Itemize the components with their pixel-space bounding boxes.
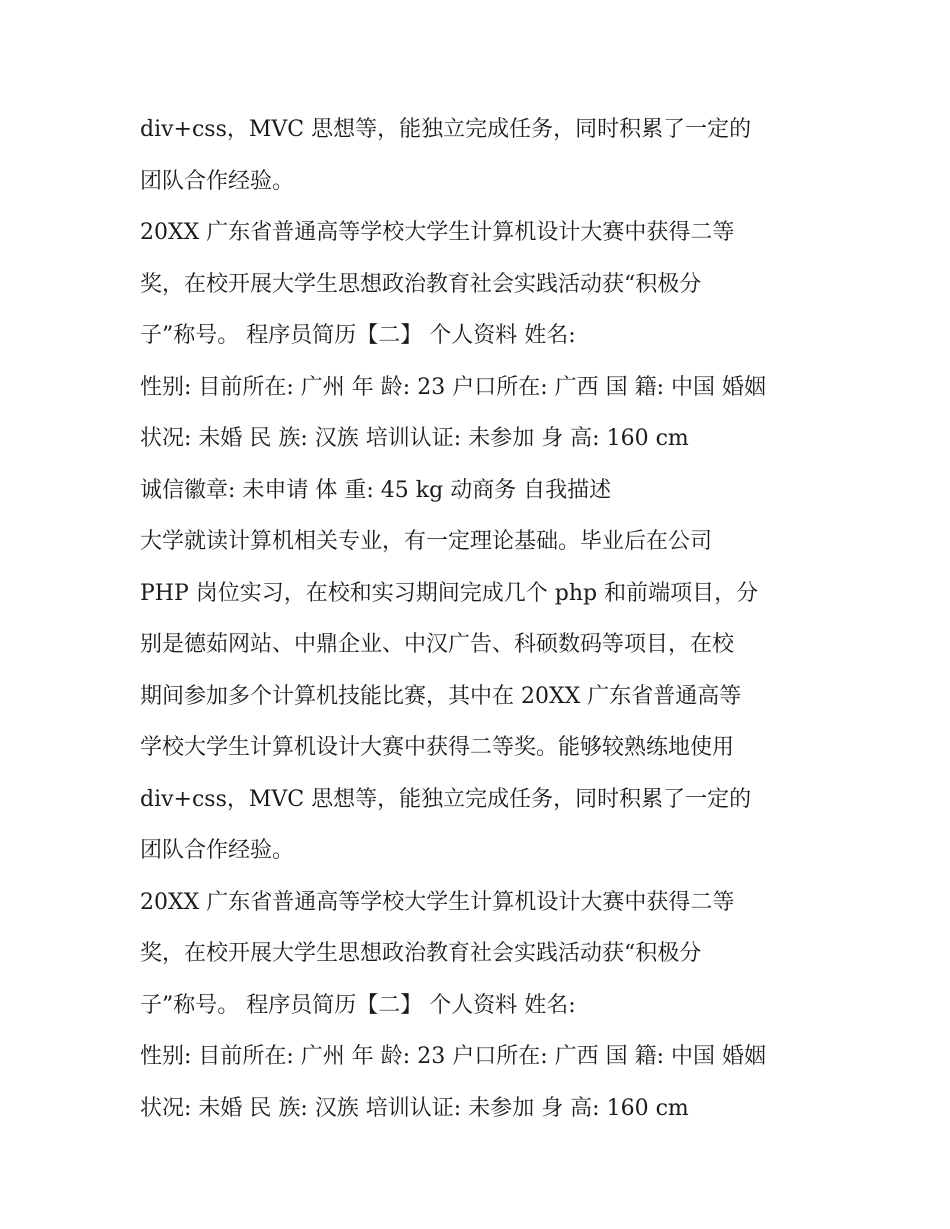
document-body	[140, 108, 820, 1138]
text-line: 状况: 未婚 民 族: 汉族 培训认证: 未参加 身 高: 160 cm	[140, 1095, 689, 1121]
text-line: 奖，在校开展大学生思想政治教育社会实践活动获“积极分	[140, 271, 702, 297]
text-line: div+css，MVC 思想等，能独立完成任务，同时积累了一定的	[140, 786, 752, 812]
text-line: PHP 岗位实习，在校和实习期间完成几个 php 和前端项目，分	[140, 580, 759, 606]
text-line: 诚信徽章: 未申请 体 重: 45 kg 动商务 自我描述	[140, 477, 612, 503]
text-line: 团队合作经验。	[140, 838, 295, 863]
text-line: 别是德茹网站、中鼎企业、中汉广告、科硕数码等项目，在校	[140, 632, 735, 657]
text-line: 性别: 目前所在: 广州 年 龄: 23 户口所在: 广西 国 籍: 中国 婚姻	[140, 374, 766, 400]
text-line: 子”称号。 程序员简历【二】 个人资料 姓名:	[140, 323, 576, 348]
text-line: 学校大学生计算机设计大赛中获得二等奖。能够较熟练地使用	[140, 735, 735, 760]
text-line: 奖，在校开展大学生思想政治教育社会实践活动获“积极分	[140, 941, 702, 966]
text-line: 性别: 目前所在: 广州 年 龄: 23 户口所在: 广西 国 籍: 中国 婚姻	[140, 1044, 766, 1069]
text-line: 团队合作经验。	[140, 168, 295, 194]
text-line: 子”称号。 程序员简历【二】 个人资料 姓名:	[140, 992, 576, 1018]
text-line: 20XX 广东省普通高等学校大学生计算机设计大赛中获得二等	[140, 889, 735, 915]
text-line: 大学就读计算机相关专业，有一定理论基础。毕业后在公司	[140, 529, 713, 554]
text-line: 20XX 广东省普通高等学校大学生计算机设计大赛中获得二等	[140, 220, 735, 245]
text-line: 状况: 未婚 民 族: 汉族 培训认证: 未参加 身 高: 160 cm	[140, 426, 689, 451]
text-line: 期间参加多个计算机技能比赛，其中在 20XX 广东省普通高等	[140, 683, 742, 709]
text-line: div+css，MVC 思想等，能独立完成任务，同时积累了一定的	[140, 117, 752, 142]
